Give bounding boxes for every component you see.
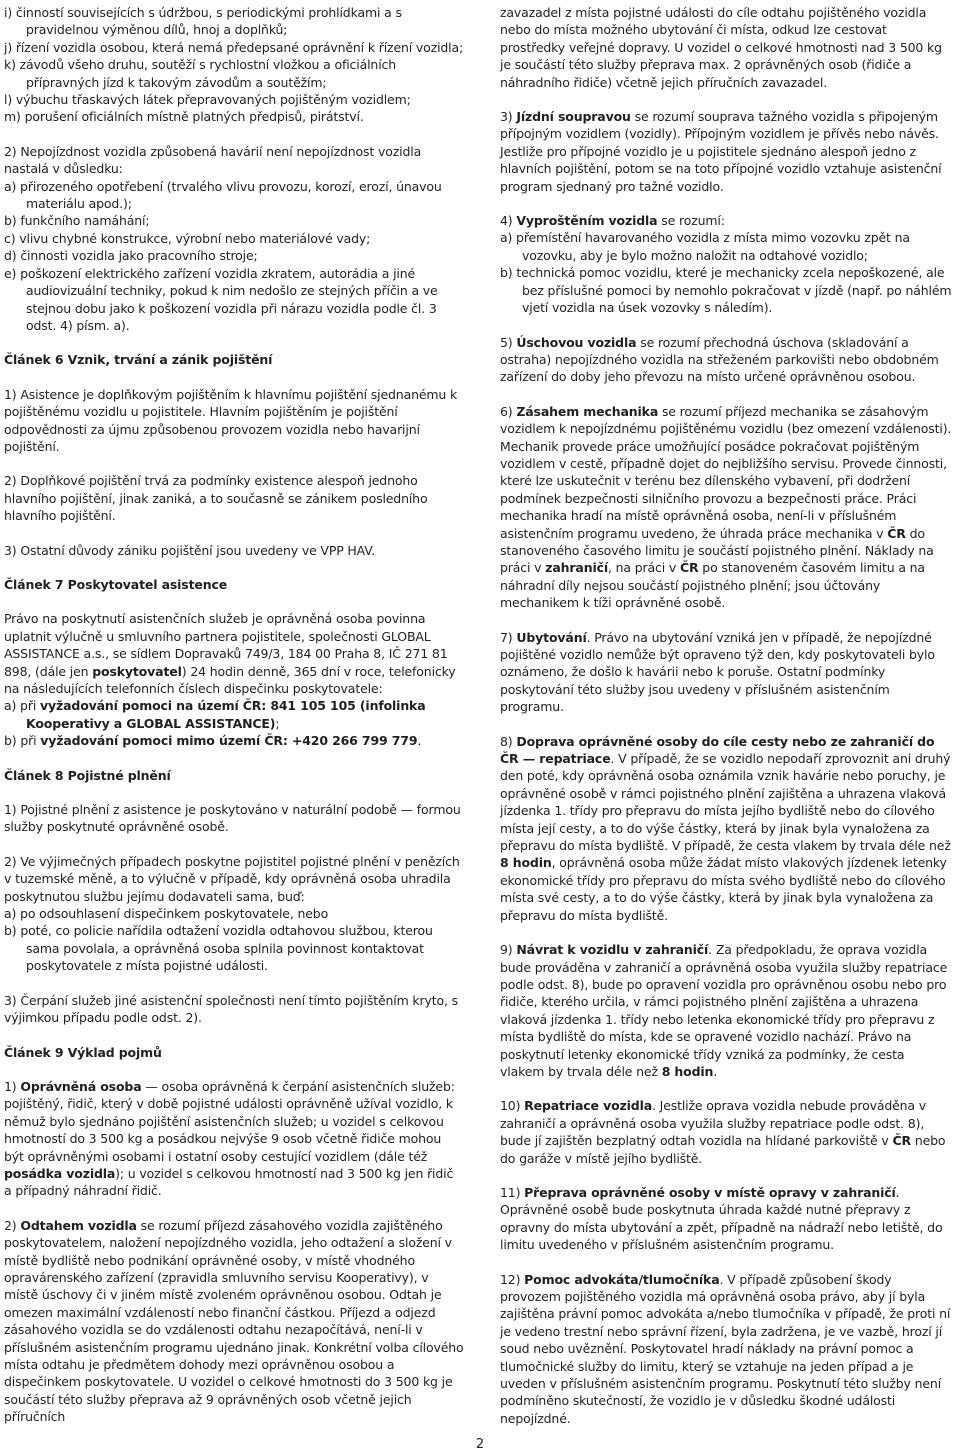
paragraph-spacer [500,91,952,108]
paragraph [4,992,464,1027]
text-run: 11) [500,1184,525,1200]
text-run: do stanoveného časového limitu je součástí pojistného plnění. Náklady na práci v [500,525,934,576]
paragraph [500,1184,952,1254]
list-item [4,56,464,91]
text-run: b) funkčního namáhání; [4,213,150,229]
text-run: ; [275,715,280,731]
paragraph [4,610,464,697]
bold-text: Článek 8 Pojistné plnění [4,767,171,783]
paragraph-spacer [500,716,952,733]
bold-text: poskytovatel [92,663,182,679]
bold-text: zahraničí [545,560,608,576]
text-run: 2) [4,1217,21,1233]
text-run: ) 24 hodin denně, 365 dní v roce, telefonicky na následujících telefonních číslech dispečinku poskytovatele: [4,663,456,696]
article-heading [4,1044,464,1061]
text-run: po stanoveném časovém limitu a na náhradní díly nejsou součástí pojistného plnění; jsou účtovány mechanikem k tíži oprávněné osobě. [500,560,925,611]
paragraph [500,403,952,612]
text-run: b) poté, co policie nařídila odtažení vozidla odtahovou službou, kterou sama povolala, a oprávněná osoba splnila povinnost kontaktovat poskytovatele z místa pojistné události. [4,923,433,974]
paragraph-spacer [4,593,464,610]
text-run: se rozumí souprava tažného vozidla s připojeným přípojným vozidlem (vozidly). Přípojným vozidlem je přívěs nebo návěs. Jestliže pro přípojné vozidlo je u pojistitele sjednáno alespoň jedno z hlavních pojištění, potom se na toto přípojné vozidlo vztahuje asistenční program sjednaný pro tažné vozidlo. [500,109,942,194]
list-item [4,108,464,125]
text-run: . Jestliže oprava vozidla nebude prováděna v zahraničí a oprávněná osoba využila služby repatriace podle odst. 8), bude jí zajištěn bezplatný odtah vozidla na hlídané parkoviště v [500,1098,927,1149]
list-item [4,247,464,264]
paragraph-spacer [500,195,952,212]
paragraph-spacer [500,612,952,629]
text-run: . Oprávněné osobě bude poskytnuta úhrada každé nutné přepravy z opravny do místa ubytování a zpět, případně na nádraží nebo letiště, do limitu uvedeného v příslušném asistenčním programu. [500,1184,943,1253]
paragraph-spacer [4,559,464,576]
paragraph [4,1078,464,1200]
list-item [500,264,952,316]
paragraph [4,386,464,456]
paragraph-spacer [500,1080,952,1097]
text-run: se rozumí: [657,213,725,229]
text-run: , oprávněná osoba může žádat místo vlakových jízdenek letenky ekonomické třídy pro přepravu do místa svého bydliště nebo do cílového místa své cesty, a to do výše částky, která by jinak byla vynaložena za přepravu do místa bydliště. [500,855,947,923]
text-run: . [417,733,422,749]
paragraph-spacer [4,455,464,472]
text-run: 2) Ve výjimečných případech poskytne pojistitel pojistné plnění v penězích v tuzemské měně, a to výlučně v případě, kdy oprávněná osoba uhradila poskytnutou službu jejímu dodavateli sama, buď: [4,853,460,904]
text-run: . Právo na ubytování vzniká jen v případě, že nepojízdné pojištěné vozidlo nemůže být opraveno týž den, kdy poskytovateli bylo oznámeno, že došlo k havárii nebo k poruše. Ostatní podmínky poskytování této služby jsou uvedeny v příslušném asistenčním programu. [500,629,935,715]
bold-text: vyžadování pomoci na území ČR: 841 105 105 (infolinka Kooperativy a GLOBAL ASSISTANCE) [26,698,426,731]
text-run: 8) [500,733,517,749]
text-run: c) vlivu chybné konstrukce, výrobní nebo materiálové vady; [4,230,371,246]
bold-text: Článek 6 Vznik, trvání a zánik pojištění [4,352,273,368]
list-item [4,91,464,108]
bold-text: Zásahem mechanika [516,403,659,419]
text-run: 2) Doplňkové pojištění trvá za podmínky existence alespoň jednoho hlavního pojištění, jinak zaniká, a to současně se zánikem posledního hlavního pojištění. [4,473,428,524]
bold-text: Návrat k vozidlu v zahraničí [516,942,709,958]
text-run: 2) Nepojízdnost vozidla způsobená havárií není nepojízdnost vozidla nastalá v důsledku: [4,143,422,177]
list-item [4,732,464,749]
right-column [500,4,952,1427]
bold-text: Pomoc advokáta/tlumočníka [524,1271,720,1287]
article-heading [4,767,464,784]
text-run: k) závodů všeho druhu, soutěží s rychlostní vložkou a oficiálních přípravných jízd k takovým závodům a soutěžím; [4,57,397,90]
bold-text: 8 hodin [500,855,552,871]
text-run: 5) [500,334,517,350]
bold-text: Úschovou vozidla [516,334,637,350]
paragraph [4,542,464,559]
paragraph [500,1097,952,1167]
list-item [4,230,464,247]
paragraph [500,941,952,1080]
text-run: 12) [500,1271,525,1287]
bold-text: ČR [892,1133,911,1149]
paragraph [500,4,952,91]
text-run: se rozumí příjezd mechanika se zásahovým vozidlem k nepojízdnému pojištěnému vozidlu (bez omezení vzdálenosti). Mechanik provede práce umožňující posádce pokračovat pojištěným vozidlem v cestě, případně dojet do nejbližšího servisu. Provede činnosti, které lze uskutečnit v terénu bez dílenského vybavení, při dodržení podmínek bezpečnosti silničního provozu a bezpečnosti práce. Práci mechanika hradí na místě oprávněná osoba, není-li v příslušném asistenčním programu uvedeno, že úhrada práce mechanika v [500,403,952,541]
paragraph-spacer [500,317,952,334]
text-run: . V případě, že se vozidlo nepodaří zprovoznit ani druhý den poté, kdy oprávněná osoba oznámila vznik havárie nebo poruchy, je oprávněné osobě v rámci pojistného plnění zajištěna a uhrazena vlaková jízdenka 1. třídy pro přepravu do místa jejího bydliště nebo do cílového místa její cesty, a to do výše částky, která by jinak byla vynaložena za přepravu do místa bydliště. V případě, že cesta vlakem by trvala déle než [500,751,951,854]
bold-text: Jízdní soupravou [516,109,631,125]
bold-text: 8 hodin [661,1063,714,1079]
bold-text: Ubytování [516,629,587,645]
text-run: e) poškození elektrického zařízení vozidla zkratem, autorádia a jiné audiovizuální techniky, pokud k nim nedošlo ze stejných příčin a ve stejnou dobu jako k poškození vozidla při nárazu vozidla podle čl. 3 odst. 4) písm. a). [4,265,438,333]
bold-text: ČR [887,525,906,541]
paragraph-spacer [4,975,464,992]
list-item [4,922,464,974]
paragraph-spacer [4,334,464,351]
paragraph [500,629,952,716]
bold-text: Článek 9 Výklad pojmů [4,1044,162,1060]
text-run: . [713,1063,718,1079]
list-item [4,905,464,922]
text-run: l) výbuchu třaskavých látek přepravovaných pojištěným vozidlem; [4,92,411,108]
list-item [4,212,464,229]
bold-text: Článek 7 Poskytovatel asistence [4,576,228,592]
list-item [4,39,464,56]
list-item [4,265,464,335]
bold-text: posádka vozidla [4,1165,116,1181]
paragraph [500,1271,952,1428]
page-number: 2 [475,1437,485,1452]
paragraph [500,733,952,924]
bold-text: Repatriace vozidla [524,1098,653,1114]
text-run: a) přemístění havarovaného vozidla z místa mimo vozovku zpět na vozovku, aby je bylo možno naložit na odtahové vozidlo; [500,230,910,263]
text-run: , na práci v [607,560,680,576]
bold-text: ČR [679,560,699,576]
text-run: 7) [500,629,517,645]
text-run: se rozumí přechodná úschova (skladování a ostraha) nepojízdného vozidla na střeženém parkovišti nebo obdobném zařízení do doby jeho převozu na místo určené oprávněnou osobou. [500,334,939,385]
bold-text: Přeprava oprávněné osoby v místě opravy v zahraničí [524,1184,896,1200]
paragraph-spacer [4,1027,464,1044]
bold-text: Vyproštěním vozidla [516,213,658,229]
list-item [4,4,464,39]
text-run: 10) [500,1098,525,1114]
text-run: nebo do garáže v místě jejího bydliště. [500,1133,946,1166]
list-item [4,697,464,732]
bold-text: vyžadování pomoci mimo území ČR: +420 266 799 779 [40,733,418,749]
paragraph-spacer [4,1061,464,1078]
paragraph-spacer [500,924,952,941]
text-run: j) řízení vozidla osobou, která nemá předepsané oprávnění k řízení vozidla; [4,39,464,55]
paragraph [500,334,952,386]
text-run: d) činnosti vozidla jako pracovního stroje; [4,248,258,264]
paragraph-spacer [4,750,464,767]
left-column [4,4,464,1426]
paragraph [4,1217,464,1426]
article-heading [4,576,464,593]
text-run: 6) [500,403,517,419]
text-run: b) technická pomoc vozidlu, které je mechanicky zcela nepoškozené, ale bez příslušné pomoci by nemohlo pokračovat v jízdě (např. po náhlém vjetí vozidla na úsek vozovky s náledím). [500,265,952,316]
paragraph-spacer [4,126,464,143]
text-run: 1) [4,1078,21,1094]
paragraph [500,108,952,195]
paragraph [4,801,464,836]
article-heading [4,351,464,368]
bold-text: Odtahem vozidla [20,1217,137,1233]
paragraph-spacer [4,525,464,542]
text-run: . V případě způsobení škody provozem pojištěného vozidla má oprávněná osoba právo, aby jí byla zajištěna právní pomoc advokáta a/nebo tlumočníka v případě, že proti ní je vedeno trestní nebo správní řízení, byla zadržena, je ve vazbě, hrozí jí soud nebo uvěznění. Poskytovatel hradí náklady na právní pomoc a tlumočnické služby do limitu, který se vztahuje na jeden případ a je uveden v příslušném asistenčním programu. Poskytnutí této služby není podmíněno skutečností, že vozidlo je v důsledku škodné události nepojízdné. [500,1271,951,1426]
paragraph-spacer [4,836,464,853]
text-run: 4) [500,213,517,229]
paragraph [4,143,464,178]
text-run: 9) [500,942,517,958]
paragraph [4,472,464,524]
text-run: a) po odsouhlasení dispečinkem poskytovatele, nebo [4,906,329,922]
text-run: zavazadel z místa pojistné události do cíle odtahu pojištěného vozidla nebo do místa možného ubytování či místa, odkud lze cestovat prostředky veřejné dopravy. U vozidel o celkové hmotnosti nad 3 500 kg je součástí této služby přeprava max. 2 oprávněných osob (řidiče a náhradního řidiče) včetně jejich příručních zavazadel. [500,5,942,90]
list-item [500,229,952,264]
text-run: a) přirozeného opotřebení (trvalého vlivu provozu, korozí, erozí, únavou materiálu apod.); [4,178,442,212]
text-run: 3) Čerpání služeb jiné asistenční společnosti není tímto pojištěním kryto, s výjimkou případu podle odst. 2). [4,992,459,1026]
text-run: ); u vozidel s celkovou hmotností nad 3 500 kg jen řidič a případný náhradní řidič. [4,1165,454,1199]
paragraph-spacer [500,1167,952,1184]
paragraph-spacer [500,386,952,403]
text-run: a) při [4,698,40,714]
paragraph-spacer [4,1200,464,1217]
paragraph-spacer [500,1254,952,1271]
text-run: b) při [4,733,41,749]
bold-text: Doprava oprávněné osoby do cíle cesty nebo ze zahraničí do ČR — repatriace [500,733,935,767]
paragraph-spacer [4,369,464,386]
text-run: se rozumí příjezd zásahového vozidla zajištěného poskytovatelem, naložení nepojízdného vozidla, jeho odtažení a složení v místě bydliště nebo podnikání oprávněné osoby, v místě vhodného opravárenského zařízení (zpravidla smluvního servisu Kooperativy), v místě úschovy či v jiném místě zvoleném oprávněnou osobou. Odtah je omezen maximální vzdáleností nebo finanční částkou. Příjezd a odjezd zásahového vozidla se do vzdálenosti odtahu nezapočítává, není-li v příslušném asistenčním programu ujednáno jinak. Konkrétní volba cílového místa odtahu je předmětem dohody mezi oprávněnou osobou a dispečinkem poskytovatele. U vozidel o celkové hmotnosti do 3 500 kg je součástí této služby přeprava až 9 oprávněných osob včetně jejich příručních [4,1217,464,1425]
text-run: m) porušení oficiálních místně platných předpisů, pirátství. [4,109,364,125]
text-run: i) činností souvisejících s údržbou, s periodickými prohlídkami a s pravidelnou výměnou dílů, hnoj a doplňků; [4,5,402,38]
paragraph-spacer [4,784,464,801]
paragraph [500,212,952,229]
list-item [4,178,464,213]
text-run: 3) [500,109,517,125]
text-run: — osoba oprávněná k čerpání asistenčních služeb: pojištěný, řidič, který v době pojistné události oprávněně užíval vozidlo, k němuž bylo sjednáno pojištění asistenčních služeb; u vozidel s celkovou hmotností do 3 500 kg a posádkou nejvýše 9 osob včetně řidiče mohou být oprávněnými osobami i ostatní osoby cestující vozidlem (dále též [4,1078,455,1164]
text-run: Právo na poskytnutí asistenčních služeb je oprávněná osoba povinna uplatnit výlučně u smluvního partnera pojistitele, společnosti GLOBAL ASSISTANCE a.s., se sídlem Dopravaků 749/3, 184 00 Praha 8, IČ 271 81 898, (dále jen [4,611,448,679]
text-run: . Za předpokladu, že oprava vozidla bude prováděna v zahraničí a oprávněná osoba využila služby repatriace podle odst. 8), bude po opravení vozidla pro oprávněnou osobu nebo pro řidiče, kterého určila, v rámci pojistného plnění zajištěna a uhrazena vlaková jízdenka 1. třídy nebo letenka ekonomické třídy pro přepravu z místa bydliště do místa, kde se opravené vozidlo nachází. Právo na poskytnutí letenky ekonomické třídy vzniká za podmínky, že cesta vlakem by trvala déle než [500,942,948,1079]
text-run: 1) Asistence je doplňkovým pojištěním k hlavnímu pojištění sjednanému k pojištěnému vozidlu u pojistitele. Hlavním pojištěním je pojištění odpovědnosti za újmu způsobenou provozem vozidla nebo havarijní pojištění. [4,386,458,454]
text-run: 3) Ostatní důvody zániku pojištění jsou uvedeny ve VPP HAV. [4,542,375,558]
bold-text: Oprávněná osoba [20,1078,142,1094]
text-run: 1) Pojistné plnění z asistence je poskytováno v naturální podobě — formou služby poskytnuté oprávněné osobě. [4,802,461,835]
paragraph [4,853,464,905]
